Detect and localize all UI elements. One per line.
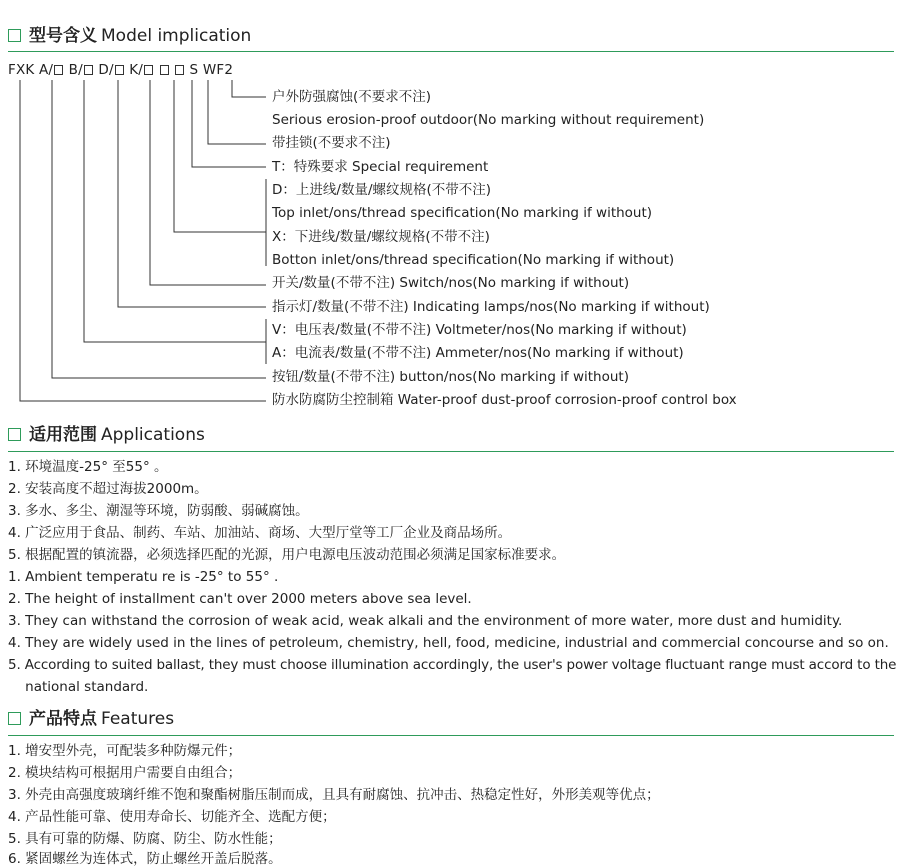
model-item: D：上进线/数量/螺纹规格(不带不注) [272, 182, 492, 198]
feature-line: 2. 模块结构可根据用户需要自由组合； [8, 765, 242, 781]
application-line: 4. 广泛应用于食品、制药、车站、加油站、商场、大型厅堂等工厂企业及商品场所。 [8, 525, 512, 541]
section-title-applications: 适用范围 Applications [8, 423, 205, 447]
feature-line: 4. 产品性能可靠、使用寿命长、切能齐全、选配方便； [8, 809, 336, 825]
section-title-features: 产品特点 Features [8, 707, 174, 731]
section-divider [8, 451, 894, 452]
feature-line: 6. 紧固螺丝为连体式，防止螺丝开盖后脱落。 [8, 851, 282, 867]
tree-connector [208, 80, 266, 144]
model-item: 指示灯/数量(不带不注) Indicating lamps/nos(No marking if without) [272, 299, 710, 315]
tree-connector [84, 80, 266, 342]
feature-line: 5. 具有可靠的防爆、防腐、防尘、防水性能； [8, 831, 282, 847]
model-item: 防水防腐防尘控制箱 Water-proof dust-proof corrosion-proof control box [272, 392, 737, 408]
model-item: 按钮/数量(不带不注) button/nos(No marking if without) [272, 369, 629, 385]
checkbox-square-icon [8, 428, 21, 441]
model-item: 带挂锁(不要求不注) [272, 135, 391, 151]
checkbox-square-icon [8, 712, 21, 725]
application-line: 1. Ambient temperatu re is -25° to 55° . [8, 569, 279, 585]
model-item: Top inlet/ons/thread specification(No marking if without) [272, 205, 653, 221]
application-line: 5. 根据配置的镇流器，必须选择匹配的光源，用户电源电压波动范围必须满足国家标准要求。 [8, 547, 566, 563]
feature-line: 1. 增安型外壳，可配装多种防爆元件； [8, 743, 242, 759]
application-line: 5. According to suited ballast, they must choose illumination accordingly, the user's power voltage fluctuant range must accord to the [8, 657, 897, 673]
model-item: Botton inlet/ons/thread specification(No marking if without) [272, 252, 675, 268]
model-code: FXK A/ B/ D/ K/ S WF2 [8, 62, 234, 78]
model-item: 户外防强腐蚀(不要求不注) [272, 89, 432, 105]
feature-line: 3. 外壳由高强度玻璃纤维不饱和聚酯树脂压制而成，且具有耐腐蚀、抗冲击、热稳定性好，外形美观等优点； [8, 787, 660, 803]
application-line: 2. 安装高度不超过海拔2000m。 [8, 481, 208, 497]
model-item: A：电流表/数量(不带不注) Ammeter/nos(No marking if without) [272, 345, 684, 361]
tree-connector [174, 80, 266, 232]
application-line: 3. They can withstand the corrosion of weak acid, weak alkali and the environment of more water, more dust and humidity. [8, 613, 843, 629]
section-divider [8, 735, 894, 736]
tree-connector [20, 80, 266, 401]
model-item: X：下进线/数量/螺纹规格(不带不注) [272, 229, 490, 245]
application-line: 1. 环境温度-25° 至55° 。 [8, 459, 168, 475]
section-title-model: 型号含义 Model implication [8, 24, 251, 48]
model-item: 开关/数量(不带不注) Switch/nos(No marking if without) [272, 275, 630, 291]
model-item: V：电压表/数量(不带不注) Voltmeter/nos(No marking if without) [272, 322, 687, 338]
application-line: 2. The height of installment can't over 2000 meters above sea level. [8, 591, 472, 607]
tree-connector [192, 80, 266, 167]
model-item: T：特殊要求 Special requirement [272, 159, 489, 175]
application-line: 3. 多水、多尘、潮湿等环境，防弱酸、弱碱腐蚀。 [8, 503, 309, 519]
application-line: national standard. [8, 679, 149, 695]
model-item: Serious erosion-proof outdoor(No marking without requirement) [272, 112, 705, 128]
application-line: 4. They are widely used in the lines of petroleum, chemistry, hell, food, medicine, industrial and commercial concourse and so on. [8, 635, 889, 651]
tree-connector [232, 80, 266, 97]
